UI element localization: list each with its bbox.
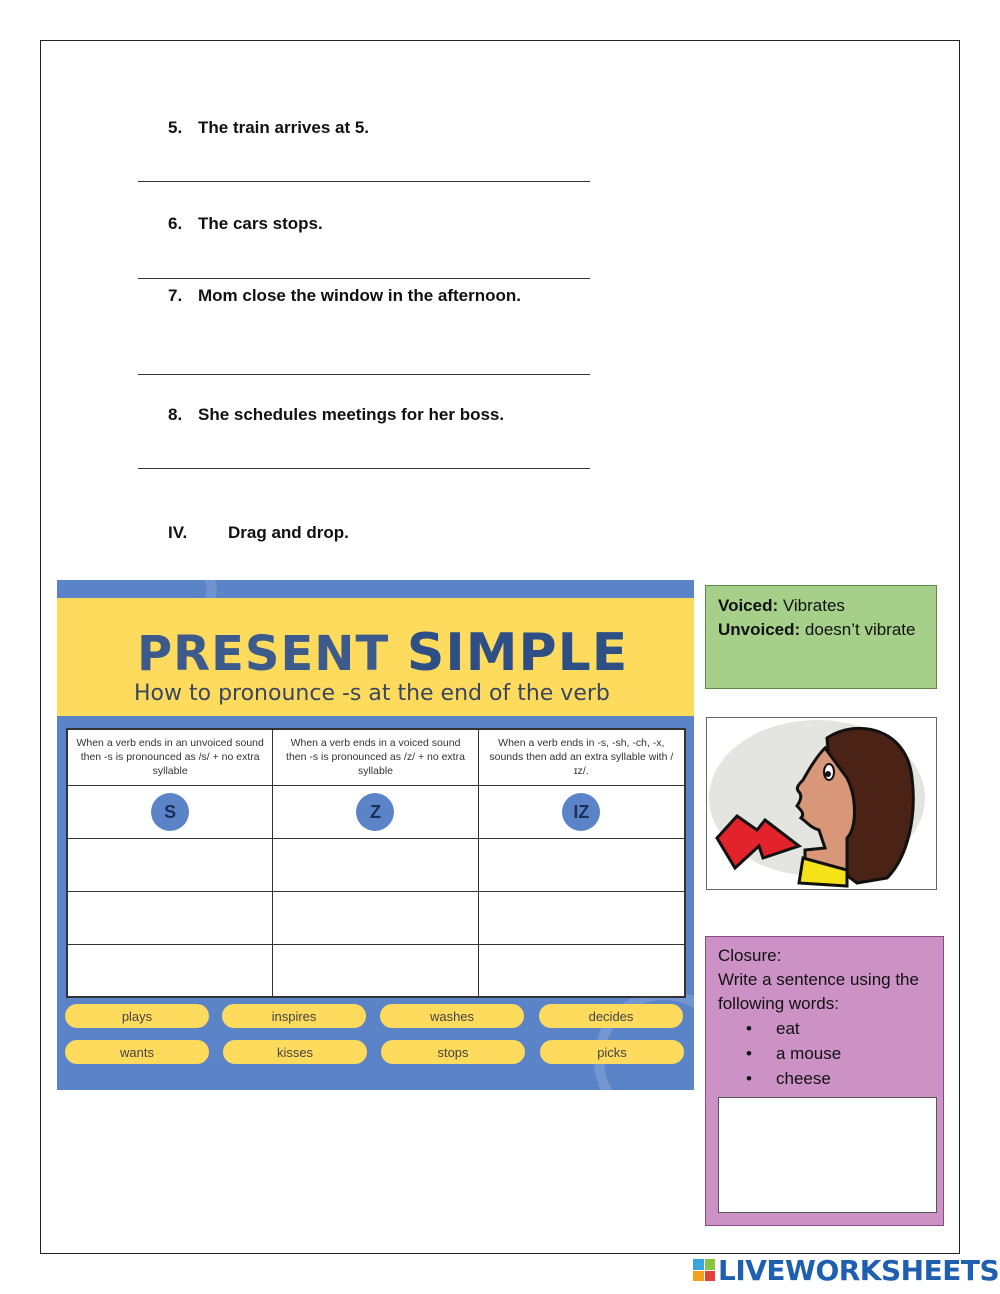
voiced-text: Vibrates bbox=[778, 596, 845, 615]
answer-line-8[interactable] bbox=[138, 468, 590, 469]
draggable-word[interactable]: wants bbox=[65, 1040, 209, 1064]
title-part-1: PRESENT bbox=[137, 626, 390, 682]
drop-zone-z-3[interactable] bbox=[273, 945, 478, 997]
word-list-item: • cheese bbox=[776, 1066, 931, 1091]
drop-zone-s-2[interactable] bbox=[68, 892, 273, 945]
section-title: Drag and drop. bbox=[228, 523, 349, 542]
column-header-iz: When a verb ends in -s, -sh, -ch, -x, sounds then add an extra syllable with /ɪz/. bbox=[479, 730, 684, 786]
voiced-line bbox=[718, 594, 924, 618]
column-header-s: When a verb ends in an unvoiced sound then -s is pronounced as /s/ + no extra syllable bbox=[68, 730, 273, 786]
drop-zone-z-2[interactable] bbox=[273, 892, 478, 945]
question-text: The cars stops. bbox=[198, 214, 323, 233]
unvoiced-text: doesn’t vibrate bbox=[800, 620, 916, 639]
drop-zone-iz-2[interactable] bbox=[479, 892, 684, 945]
unvoiced-line bbox=[718, 618, 924, 642]
drop-zone-iz-1[interactable] bbox=[479, 839, 684, 892]
closure-title: Closure: bbox=[718, 946, 782, 965]
sound-badge-iz: IZ bbox=[562, 793, 600, 831]
person-profile-icon bbox=[707, 718, 937, 890]
question-text: The train arrives at 5. bbox=[198, 118, 370, 137]
drop-zone-s-1[interactable] bbox=[68, 839, 273, 892]
section-number: IV. bbox=[168, 523, 188, 542]
draggable-word[interactable]: picks bbox=[540, 1040, 684, 1064]
voiced-note-box bbox=[705, 585, 937, 689]
answer-line-5[interactable] bbox=[138, 181, 590, 182]
question-number: 6. bbox=[168, 214, 183, 233]
drop-zone-z-1[interactable] bbox=[273, 839, 478, 892]
question-number: 8. bbox=[168, 405, 183, 424]
question-6 bbox=[168, 214, 323, 234]
sound-badge-s: S bbox=[151, 793, 189, 831]
unvoiced-label: Unvoiced: bbox=[718, 620, 801, 639]
throat-vibration-illustration bbox=[706, 717, 937, 890]
question-7 bbox=[168, 286, 521, 306]
liveworksheets-logo bbox=[693, 1255, 999, 1285]
question-number: 5. bbox=[168, 118, 183, 137]
title-part-2: SIMPLE bbox=[406, 623, 629, 683]
voiced-label: Voiced: bbox=[718, 596, 779, 615]
logo-squares-icon bbox=[693, 1259, 715, 1281]
answer-line-7[interactable] bbox=[138, 374, 590, 375]
drop-zone-s-3[interactable] bbox=[68, 945, 273, 997]
board-title bbox=[137, 623, 628, 683]
draggable-word[interactable]: stops bbox=[381, 1040, 525, 1064]
question-5 bbox=[168, 118, 369, 138]
sorting-table bbox=[66, 728, 686, 998]
draggable-word[interactable]: washes bbox=[380, 1004, 524, 1028]
question-text: She schedules meetings for her boss. bbox=[198, 405, 505, 424]
brand-name: LIVEWORKSHEETS bbox=[718, 1253, 1000, 1287]
sound-cell-iz bbox=[479, 786, 684, 839]
draggable-word[interactable]: plays bbox=[65, 1004, 209, 1028]
sound-cell-z bbox=[273, 786, 478, 839]
drag-drop-board bbox=[57, 580, 694, 1090]
draggable-word[interactable]: inspires bbox=[222, 1004, 366, 1028]
drop-zone-iz-3[interactable] bbox=[479, 945, 684, 997]
question-8 bbox=[168, 405, 504, 425]
draggable-word[interactable]: decides bbox=[539, 1004, 683, 1028]
word-list-item: • a mouse bbox=[776, 1041, 931, 1066]
word-list-item: • eat bbox=[776, 1016, 931, 1041]
column-header-z: When a verb ends in a voiced sound then -s is pronounced as /z/ + no extra syllable bbox=[273, 730, 478, 786]
sound-cell-s bbox=[68, 786, 273, 839]
question-text: Mom close the window in the afternoon. bbox=[198, 286, 522, 305]
closure-instruction: Write a sentence using the following words: bbox=[718, 970, 919, 1013]
answer-line-6[interactable] bbox=[138, 278, 590, 279]
closure-box bbox=[705, 936, 944, 1226]
section-heading bbox=[168, 523, 349, 543]
sound-badge-z: Z bbox=[356, 793, 394, 831]
question-number: 7. bbox=[168, 286, 183, 305]
board-subtitle: How to pronounce -s at the end of the verb bbox=[134, 681, 610, 706]
draggable-word[interactable]: kisses bbox=[223, 1040, 367, 1064]
title-banner bbox=[57, 598, 694, 716]
closure-answer-field[interactable] bbox=[718, 1097, 937, 1213]
word-list bbox=[718, 1016, 931, 1091]
